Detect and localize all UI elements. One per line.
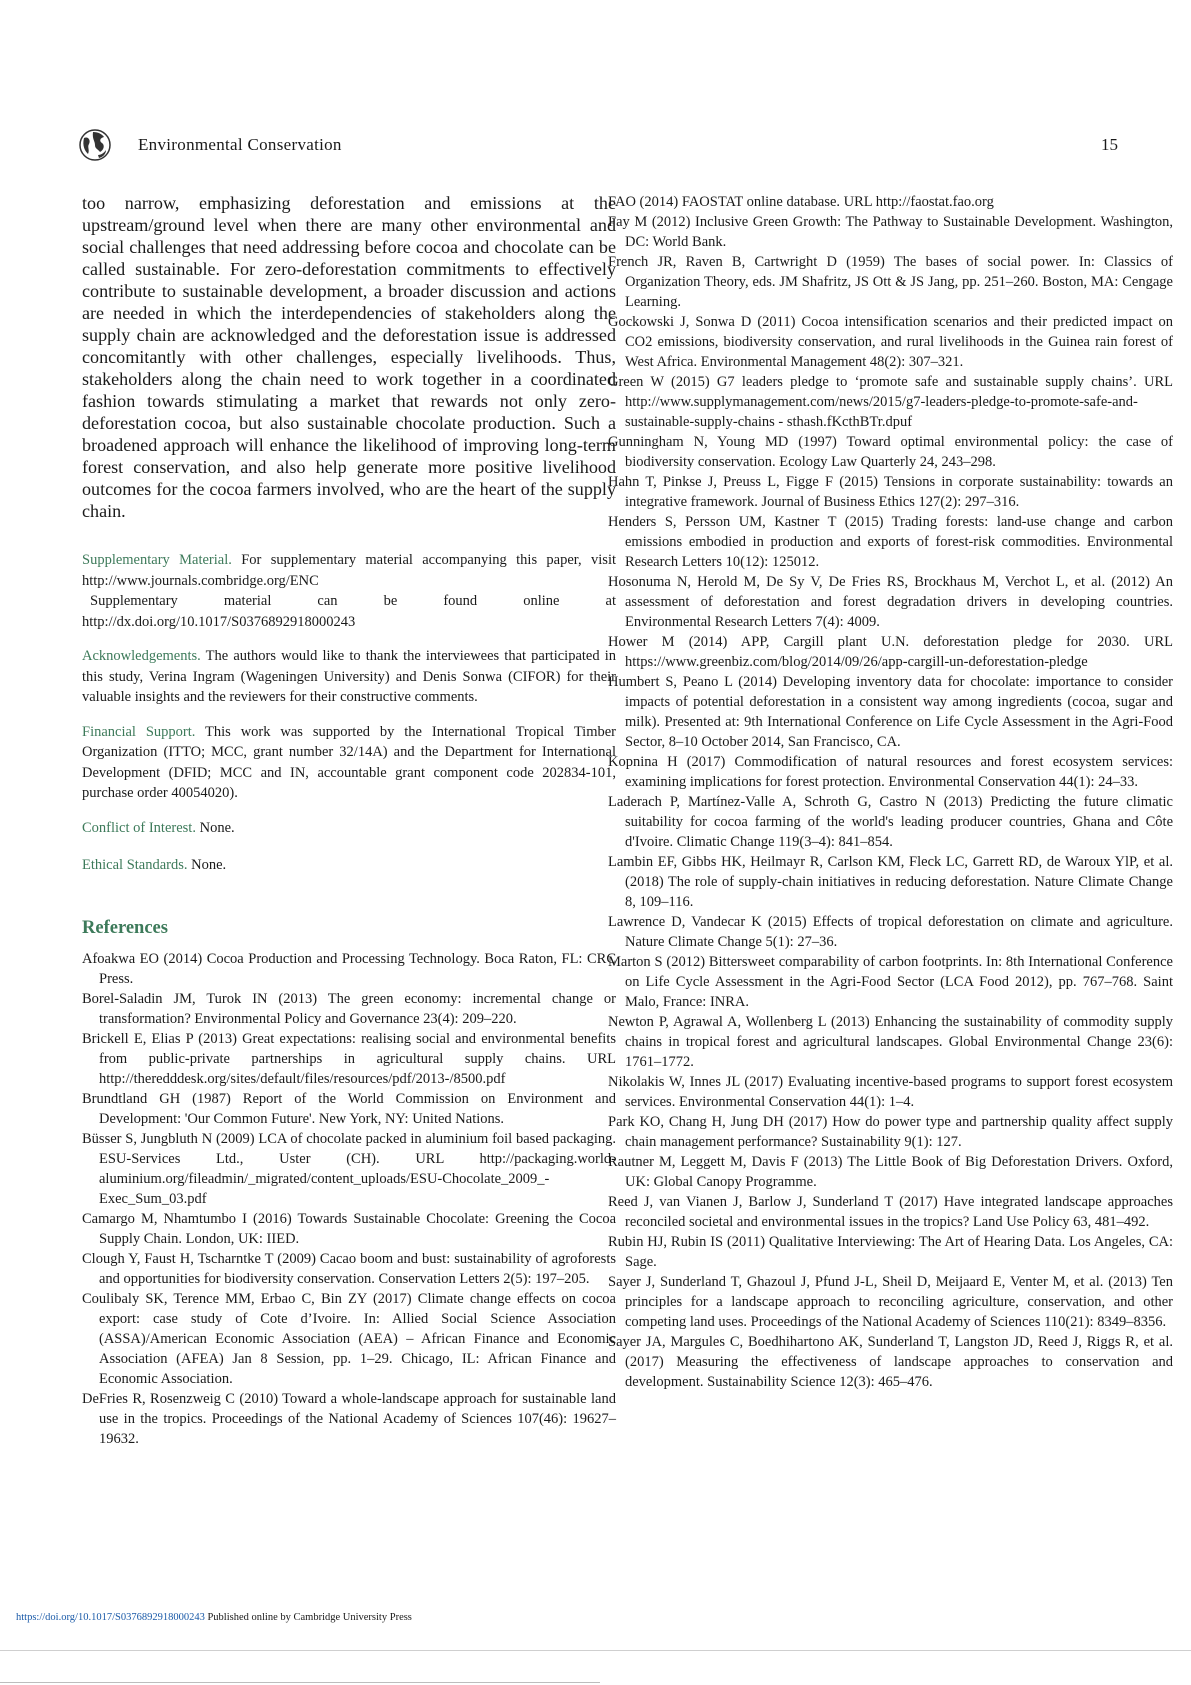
reference-item: Humbert S, Peano L (2014) Developing inventory data for chocolate: importance to consider impacts of potential deforestation in a consistent way among ingredients (cocoa, sugar and milk). Presented at: 9th International Conference on Life Cycle Assessment in the Agri-Food Sector, 8–10 October 2014, San Francisco, CA. bbox=[608, 674, 1173, 750]
footer-divider-lower bbox=[0, 1682, 600, 1683]
supplementary-text: For supplementary material accompanying this paper, visit http://www.journals.combridge.org/ENC bbox=[82, 552, 616, 589]
reference-item: Henders S, Persson UM, Kastner T (2015) Trading forests: land-use change and carbon emissions embodied in production and exports of forest-risk commodities. Environmental Research Letters 10(12): 125012. bbox=[608, 514, 1173, 570]
journal-name: Environmental Conservation bbox=[138, 135, 342, 154]
page-number: 15 bbox=[1101, 135, 1118, 154]
reference-item: DeFries R, Rosenzweig C (2010) Toward a whole-landscape approach for sustainable land use in the tropics. Proceedings of the National Academy of Sciences 107(46): 19627–19632. bbox=[82, 1390, 616, 1447]
doi-link[interactable]: https://doi.org/10.1017/S0376892918000243 bbox=[16, 1612, 205, 1623]
supplementary-label: Supplementary Material. bbox=[82, 552, 232, 568]
reference-item: Newton P, Agrawal A, Wollenberg L (2013) Enhancing the sustainability of commodity supply chains in tropical forest and agricultural landscapes. Global Environmental Change 23(6): 1761–1772. bbox=[608, 1014, 1173, 1070]
page-header bbox=[78, 128, 1118, 164]
reference-item: Hahn T, Pinkse J, Preuss L, Figge F (2015) Tensions in corporate sustainability: towards an integrative framework. Journal of Business Ethics 127(2): 297–316. bbox=[608, 474, 1173, 510]
ethical-standards-note bbox=[82, 855, 616, 876]
conflict-of-interest-note bbox=[82, 818, 616, 839]
financial-support-text: This work was supported by the International Tropical Timber Organization (ITTO; MCC, grant number 32/14A) and the Department for International Development (DFID; MCC and IN, accountable grant component code 202834-101, purchase order 40054020). bbox=[82, 723, 616, 801]
reference-item: Rubin HJ, Rubin IS (2011) Qualitative Interviewing: The Art of Hearing Data. Los Angeles, CA: Sage. bbox=[608, 1234, 1173, 1270]
reference-item: Coulibaly SK, Terence MM, Erbao C, Bin ZY (2017) Climate change effects on cocoa export: case study of Cote d’Ivoire. In: Allied Social Science Association (ASSA)/American Economic Association (AEA) – African Finance and Economic Association (AFEA) Jan 8 Session, pp. 1–29. Chicago, IL: African Finance and Economic Association. bbox=[82, 1290, 616, 1387]
reference-item: Hower M (2014) APP, Cargill plant U.N. deforestation pledge for 2030. URL https://www.greenbiz.com/blog/2014/09/26/app-cargill-un-deforestation-pledge bbox=[608, 634, 1173, 670]
reference-item: Fay M (2012) Inclusive Green Growth: The Pathway to Sustainable Development. Washington, DC: World Bank. bbox=[608, 214, 1173, 250]
reference-item: Green W (2015) G7 leaders pledge to ‘promote safe and sustainable supply chains’. URL http://www.supplymanagement.com/news/2015/g7-leaders-pledge-to-promote-safe-and-sustainable-supply-chains - sthash.fKcthBTr.dpuf bbox=[608, 374, 1173, 430]
reference-item: Lawrence D, Vandecar K (2015) Effects of tropical deforestation on climate and agriculture. Nature Climate Change 5(1): 27–36. bbox=[608, 914, 1173, 950]
reference-item: Clough Y, Faust H, Tscharntke T (2009) Cacao boom and bust: sustainability of agroforests and opportunities for biodiversity conservation. Conservation Letters 2(5): 197–205. bbox=[82, 1250, 616, 1287]
right-column bbox=[608, 192, 1173, 1392]
financial-support-note bbox=[82, 722, 616, 804]
reference-item: Gockowski J, Sonwa D (2011) Cocoa intensification scenarios and their predicted impact on CO2 emissions, biodiversity conservation, and rural livelihoods in the Guinea rain forest of West Africa. Environmental Management 48(2): 307–321. bbox=[608, 314, 1173, 370]
ethical-text: None. bbox=[187, 857, 227, 873]
reference-item: FAO (2014) FAOSTAT online database. URL http://faostat.fao.org bbox=[608, 194, 994, 210]
conflict-text: None. bbox=[195, 819, 235, 836]
reference-item: Marton S (2012) Bittersweet comparability of carbon footprints. In: 8th International Conference on Life Cycle Assessment in the Agri-Food Sector (LCA Food 2012), pp. 767–768. Saint Malo, France: INRA. bbox=[608, 954, 1173, 1010]
published-online-text: Published online by Cambridge University Press bbox=[204, 1612, 412, 1623]
references-heading: References bbox=[82, 917, 168, 938]
supplementary-online-note: Supplementary material can be found online at http://dx.doi.org/10.1017/S0376892918000243 bbox=[82, 593, 616, 630]
references-list-right bbox=[608, 192, 1173, 1392]
reference-item: Afoakwa EO (2014) Cocoa Production and Processing Technology. Boca Raton, FL: CRC Press. bbox=[82, 950, 616, 987]
acknowledgements-label: Acknowledgements. bbox=[82, 648, 201, 664]
reference-item: Hosonuma N, Herold M, De Sy V, De Fries RS, Brockhaus M, Verchot L, et al. (2012) An assessment of deforestation and forest degradation drivers in developing countries. Environmental Research Letters 7(4): 4009. bbox=[608, 574, 1173, 630]
reference-item: Kopnina H (2017) Commodification of natural resources and forest ecosystem services: examining implications for forest protection. Environmental Conservation 44(1): 24–33. bbox=[608, 754, 1173, 790]
conclusion-paragraph: too narrow, emphasizing deforestation and emissions at the upstream/ground level when there are many other environmental and social challenges that need addressing before cocoa and chocolate can be called sustainable. For zero-deforestation commitments to effectively contribute to sustainable development, a broader discussion and actions are needed in which the interdependencies of stakeholders along the supply chain are acknowledged and the deforestation issue is addressed concomitantly with other challenges, especially livelihoods. Thus, stakeholders along the chain need to work together in a coordinated fashion towards stimulating a market that rewards not only zero-deforestation cocoa, but also sustainable chocolate production. Such a broadened approach will enhance the likelihood of improving long-term forest conservation, and also help generate more positive livelihood outcomes for the cocoa farmers involved, who are the heart of the supply chain. bbox=[82, 193, 616, 521]
reference-item: Sayer J, Sunderland T, Ghazoul J, Pfund J-L, Sheil D, Meijaard E, Venter M, et al. (2013) Ten principles for a landscape approach to reconciling agriculture, conservation, and other competing land uses. Proceedings of the National Academy of Sciences 110(21): 8349–8356. bbox=[608, 1274, 1173, 1330]
reference-item: Brundtland GH (1987) Report of the World Commission on Environment and Development: 'Our Common Future'. New York, NY: United Nations. bbox=[82, 1090, 616, 1127]
reference-item: Nikolakis W, Innes JL (2017) Evaluating incentive-based programs to support forest ecosystem services. Environmental Conservation 44(1): 1–4. bbox=[608, 1074, 1173, 1110]
supplementary-material-note bbox=[82, 550, 616, 591]
financial-support-label: Financial Support. bbox=[82, 723, 196, 740]
references-list-left bbox=[82, 949, 616, 1449]
reference-item: Gunningham N, Young MD (1997) Toward optimal environmental policy: the case of biodiversity conservation. Ecology Law Quarterly 24, 243–298. bbox=[608, 434, 1173, 470]
reference-item: Brickell E, Elias P (2013) Great expectations: realising social and environmental benefits from public-private partnerships in agricultural supply chains. URL http://theredddesk.org/sites/default/files/resources/pdf/2013-/8500.pdf bbox=[82, 1030, 616, 1087]
reference-item: Sayer JA, Margules C, Boedhihartono AK, Sunderland T, Langston JD, Reed J, Riggs R, et al. (2017) Measuring the effectiveness of landscape approaches to conservation and development. Sustainability Science 12(3): 465–476. bbox=[608, 1334, 1173, 1390]
reference-item: Camargo M, Nhamtumbo I (2016) Towards Sustainable Chocolate: Greening the Cocoa Supply Chain. London, UK: IIED. bbox=[82, 1210, 616, 1247]
reference-item: Park KO, Chang H, Jung DH (2017) How do power type and partnership quality affect supply chain management performance? Sustainability 9(1): 127. bbox=[608, 1114, 1173, 1150]
reference-item: Laderach P, Martínez-Valle A, Schroth G, Castro N (2013) Predicting the future climatic suitability for cocoa farming of the world's leading producer countries, Ghana and Côte d'Ivoire. Climatic Change 119(3–4): 841–854. bbox=[608, 794, 1173, 850]
footer-divider bbox=[0, 1650, 1191, 1651]
ethical-label: Ethical Standards. bbox=[82, 857, 188, 873]
reference-item: Rautner M, Leggett M, Davis F (2013) The Little Book of Big Deforestation Drivers. Oxford, UK: Global Canopy Programme. bbox=[608, 1154, 1173, 1190]
reference-item: Reed J, van Vianen J, Barlow J, Sunderland T (2017) Have integrated landscape approaches reconciled societal and environmental issues in the tropics? Land Use Policy 63, 481–492. bbox=[608, 1194, 1173, 1230]
footer-doi bbox=[16, 1612, 412, 1623]
conflict-label: Conflict of Interest. bbox=[82, 819, 196, 836]
acknowledgements-note bbox=[82, 646, 616, 708]
reference-item: Lambin EF, Gibbs HK, Heilmayr R, Carlson KM, Fleck LC, Garrett RD, de Waroux YlP, et al. (2018) The role of supply-chain initiatives in reducing deforestation. Nature Climate Change 8, 109–116. bbox=[608, 854, 1173, 910]
reference-item: Borel-Saladin JM, Turok IN (2013) The green economy: incremental change or transformation? Environmental Policy and Governance 23(4): 209–220. bbox=[82, 990, 616, 1027]
left-column bbox=[82, 192, 616, 1449]
reference-item: French JR, Raven B, Cartwright D (1959) The bases of social power. In: Classics of Organization Theory, eds. JM Shafritz, JS Ott & JS Jang, pp. 251–260. Boston, MA: Cengage Learning. bbox=[608, 254, 1173, 310]
globe-logo-icon bbox=[78, 128, 112, 162]
reference-item: Büsser S, Jungbluth N (2009) LCA of chocolate packed in aluminium foil based packaging. ESU-Services Ltd., Uster (CH). URL http://packaging.world-aluminium.org/fileadmin/_migrated/content_uploads/ESU-Chocolate_2009_-Exec_Sum_03.pdf bbox=[82, 1130, 616, 1207]
acknowledgements-text: The authors would like to thank the interviewees that participated in this study, Verina Ingram (Wageningen University) and Denis Sonwa (CIFOR) for their valuable insights and the reviewers for their constructive comments. bbox=[82, 648, 616, 705]
